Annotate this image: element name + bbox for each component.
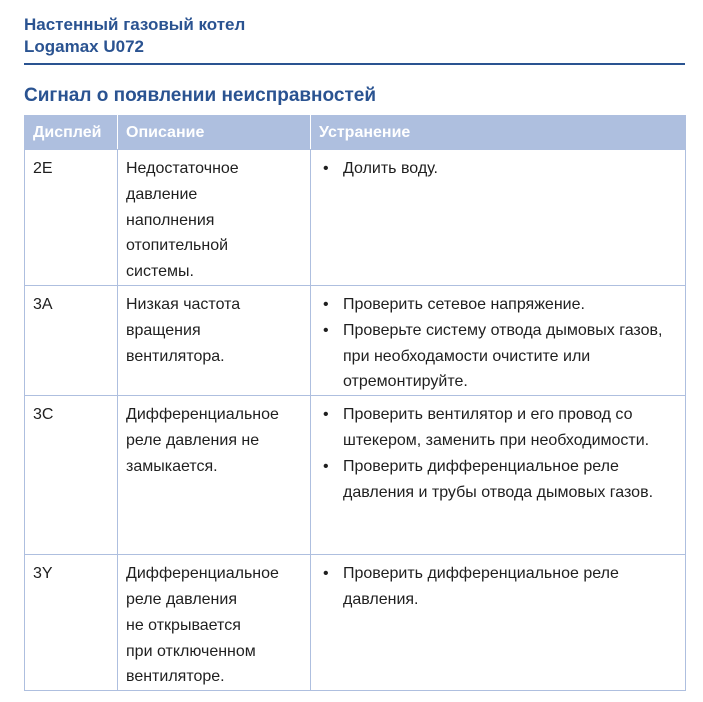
table-row xyxy=(25,150,686,286)
fault-remedy xyxy=(311,150,686,286)
remedy-item: • Долить воду. xyxy=(319,156,677,182)
document-header xyxy=(24,14,684,58)
table-row xyxy=(25,555,686,691)
fault-code: 3Y xyxy=(25,555,118,691)
table-header-row xyxy=(25,116,686,150)
fault-code: 3C xyxy=(25,396,118,555)
fault-remedy xyxy=(311,396,686,555)
fault-code: 2E xyxy=(25,150,118,286)
remedy-item: • Проверить дифференциальное реле давления. xyxy=(319,561,677,613)
section-title: Сигнал о появлении неисправностей xyxy=(24,85,377,106)
document-title: Настенный газовый котел xyxy=(24,15,246,34)
fault-table xyxy=(24,115,686,691)
column-header-remedy: Устранение xyxy=(311,116,686,150)
header-divider xyxy=(24,63,685,65)
fault-description: Недостаточное давление наполнения отопительной системы. xyxy=(118,150,311,286)
fault-description: Дифференциальное реле давления не открывается при отключенном вентиляторе. xyxy=(118,555,311,691)
column-header-display: Дисплей xyxy=(25,116,118,150)
remedy-item: • Проверить сетевое напряжение. xyxy=(319,292,677,318)
fault-description: Низкая частота вращения вентилятора. xyxy=(118,285,311,395)
table-row xyxy=(25,285,686,395)
table-row xyxy=(25,396,686,555)
fault-code: 3A xyxy=(25,285,118,395)
column-header-description: Описание xyxy=(118,116,311,150)
fault-remedy xyxy=(311,285,686,395)
remedy-item: • Проверить дифференциальное реле давления и трубы отвода дымовых газов. xyxy=(319,454,677,506)
remedy-item: • Проверить вентилятор и его провод со штекером, заменить при необходимости. xyxy=(319,402,677,454)
remedy-item: • Проверьте систему отвода дымовых газов, при необходамости очистите или отремонтируйте. xyxy=(319,318,677,395)
product-model: Logamax U072 xyxy=(24,37,144,56)
fault-description: Дифференциальное реле давления не замыкается. xyxy=(118,396,311,555)
fault-remedy xyxy=(311,555,686,691)
